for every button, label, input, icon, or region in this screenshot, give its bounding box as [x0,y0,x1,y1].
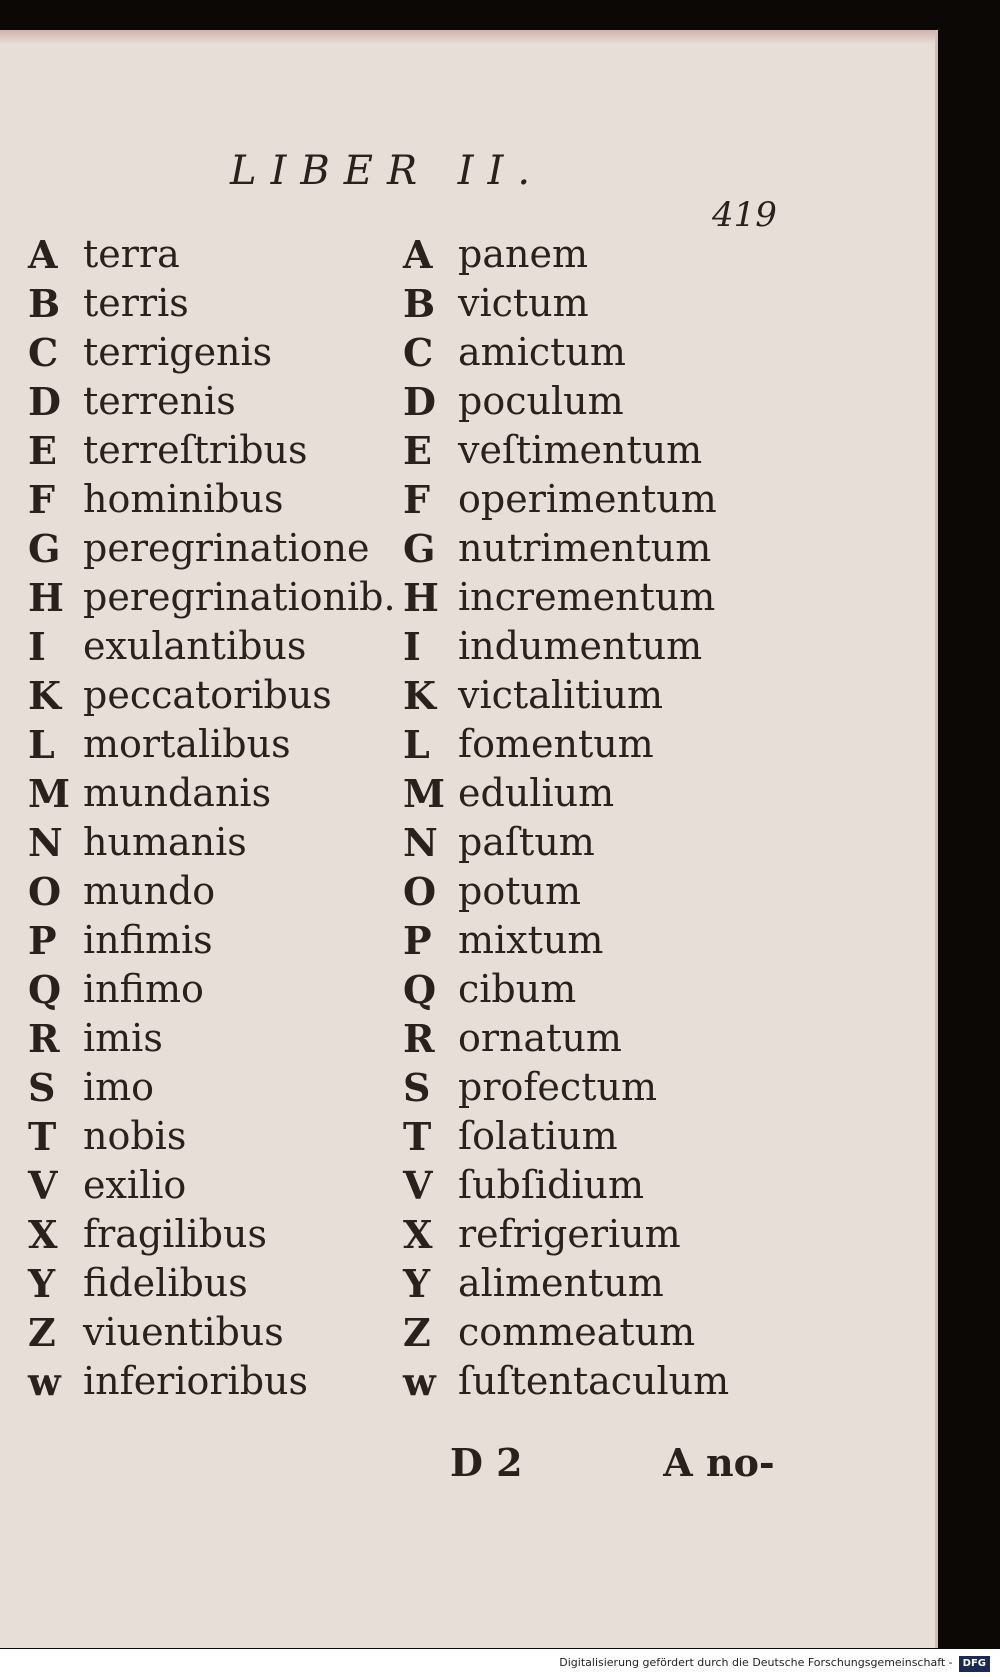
left-word-column [28,230,396,1406]
entry-letter: F [403,477,430,522]
entry-word: ornatum [458,1016,622,1060]
entry-word: nobis [83,1114,187,1158]
entry-letter: B [403,281,436,326]
word-entry [28,769,396,818]
word-entry [403,1161,729,1210]
page-number: 419 [712,195,777,235]
entry-letter: w [403,1359,436,1404]
entry-word: fidelibus [83,1261,248,1305]
catchword: A no- [663,1440,775,1485]
word-entry [403,720,729,769]
entry-word: exulantibus [83,624,307,668]
entry-letter: S [28,1065,56,1110]
word-entry [28,524,396,573]
word-entry [403,769,729,818]
entry-letter: A [403,232,433,277]
word-entry [28,1210,396,1259]
signature-mark: D 2 [450,1440,523,1485]
entry-letter: N [28,820,63,865]
entry-letter: Z [403,1310,431,1355]
entry-letter: K [28,673,62,718]
word-entry [28,328,396,377]
word-entry [403,818,729,867]
entry-letter: Q [28,967,62,1012]
word-entry [403,1210,729,1259]
right-word-column [403,230,729,1406]
word-entry [28,1357,396,1406]
entry-letter: R [403,1016,435,1061]
entry-word: terrigenis [83,330,273,374]
entry-letter: A [28,232,58,277]
entry-word: terris [83,281,189,325]
entry-word: mixtum [458,918,604,962]
word-entry [28,867,396,916]
word-entry [28,1161,396,1210]
word-entry [403,1112,729,1161]
entry-word: imis [83,1016,163,1060]
entry-word: viuentibus [83,1310,284,1354]
word-entry [403,1357,729,1406]
word-entry [28,230,396,279]
entry-word: imo [83,1065,155,1109]
entry-word: commeatum [458,1310,696,1354]
word-entry [403,1063,729,1112]
word-entry [403,671,729,720]
word-entry [403,916,729,965]
word-entry [28,622,396,671]
entry-letter: V [28,1163,58,1208]
entry-word: refrigerium [458,1212,681,1256]
entry-letter: D [403,379,436,424]
entry-letter: P [403,918,432,963]
entry-word: terreſtribus [83,428,308,472]
entry-word: ſubſidium [458,1163,645,1207]
entry-letter: G [403,526,436,571]
word-entry [28,965,396,1014]
entry-letter: Z [28,1310,56,1355]
entry-word: fomentum [458,722,654,766]
entry-word: infimo [83,967,204,1011]
entry-word: indumentum [458,624,703,668]
word-entry [28,671,396,720]
entry-letter: T [403,1114,432,1159]
dfg-logo: DFG [959,1656,990,1672]
entry-letter: L [403,722,430,767]
entry-letter: T [28,1114,57,1159]
entry-letter: N [403,820,438,865]
entry-letter: Q [403,967,437,1012]
word-entry [403,965,729,1014]
word-entry [403,328,729,377]
page-footer [450,1440,780,1485]
entry-letter: L [28,722,55,767]
entry-letter: C [28,330,59,375]
word-entry [403,867,729,916]
entry-letter: D [28,379,61,424]
entry-word: humanis [83,820,247,864]
entry-letter: M [403,771,446,816]
entry-letter: X [403,1212,433,1257]
entry-word: victum [458,281,589,325]
entry-word: operimentum [458,477,717,521]
entry-letter: K [403,673,437,718]
word-entry [28,279,396,328]
entry-letter: Y [28,1261,56,1306]
entry-word: inferioribus [83,1359,308,1403]
word-entry [403,1259,729,1308]
entry-word: alimentum [458,1261,664,1305]
entry-word: nutrimentum [458,526,712,570]
entry-word: profectum [458,1065,657,1109]
entry-word: infimis [83,918,213,962]
word-entry [28,1259,396,1308]
digitization-credit-bar [0,1649,1000,1677]
word-entry [28,1063,396,1112]
credit-text: Digitalisierung gefördert durch die Deutsche Forschungsgemeinschaft - [559,1656,953,1669]
word-entry [403,622,729,671]
entry-word: veſtimentum [458,428,703,472]
word-entry [28,720,396,769]
entry-letter: I [403,624,421,669]
entry-word: exilio [83,1163,187,1207]
word-entry [28,818,396,867]
word-entry [28,377,396,426]
entry-word: poculum [458,379,624,423]
entry-word: victalitium [458,673,664,717]
word-entry [28,916,396,965]
entry-letter: M [28,771,71,816]
entry-letter: X [28,1212,58,1257]
entry-letter: S [403,1065,431,1110]
entry-word: terrenis [83,379,236,423]
entry-word: edulium [458,771,615,815]
entry-letter: V [403,1163,433,1208]
entry-letter: Y [403,1261,431,1306]
entry-word: mundo [83,869,216,913]
entry-word: amictum [458,330,626,374]
word-entry [28,1112,396,1161]
entry-letter: R [28,1016,60,1061]
word-entry [403,475,729,524]
entry-letter: H [28,575,64,620]
entry-letter: C [403,330,434,375]
entry-word: fragilibus [83,1212,267,1256]
entry-word: peregrinationib. [83,575,396,619]
word-entry [403,573,729,622]
word-entry [28,1014,396,1063]
word-entry [28,426,396,475]
entry-letter: G [28,526,61,571]
word-entry [403,230,729,279]
entry-word: mortalibus [83,722,291,766]
entry-word: ſuſtentaculum [458,1359,730,1403]
entry-word: paſtum [458,820,595,864]
entry-letter: O [28,869,62,914]
entry-letter: P [28,918,57,963]
entry-letter: B [28,281,61,326]
entry-word: cibum [458,967,577,1011]
word-entry [28,1308,396,1357]
word-entry [403,426,729,475]
entry-word: mundanis [83,771,272,815]
entry-word: ſolatium [458,1114,618,1158]
word-entry [403,377,729,426]
running-header: LIBER II. [230,148,545,194]
entry-word: panem [458,232,588,276]
word-entry [28,573,396,622]
word-entry [403,1308,729,1357]
entry-word: incrementum [458,575,716,619]
entry-letter: H [403,575,439,620]
entry-letter: w [28,1359,61,1404]
word-entry [403,279,729,328]
entry-letter: E [28,428,57,473]
entry-letter: F [28,477,55,522]
word-entry [403,1014,729,1063]
entry-word: hominibus [83,477,284,521]
entry-letter: E [403,428,432,473]
book-page [0,30,938,1648]
entry-letter: I [28,624,46,669]
entry-word: terra [83,232,180,276]
word-entry [28,475,396,524]
entry-word: peregrinatione [83,526,370,570]
entry-word: peccatoribus [83,673,332,717]
entry-letter: O [403,869,437,914]
entry-word: potum [458,869,581,913]
word-entry [403,524,729,573]
